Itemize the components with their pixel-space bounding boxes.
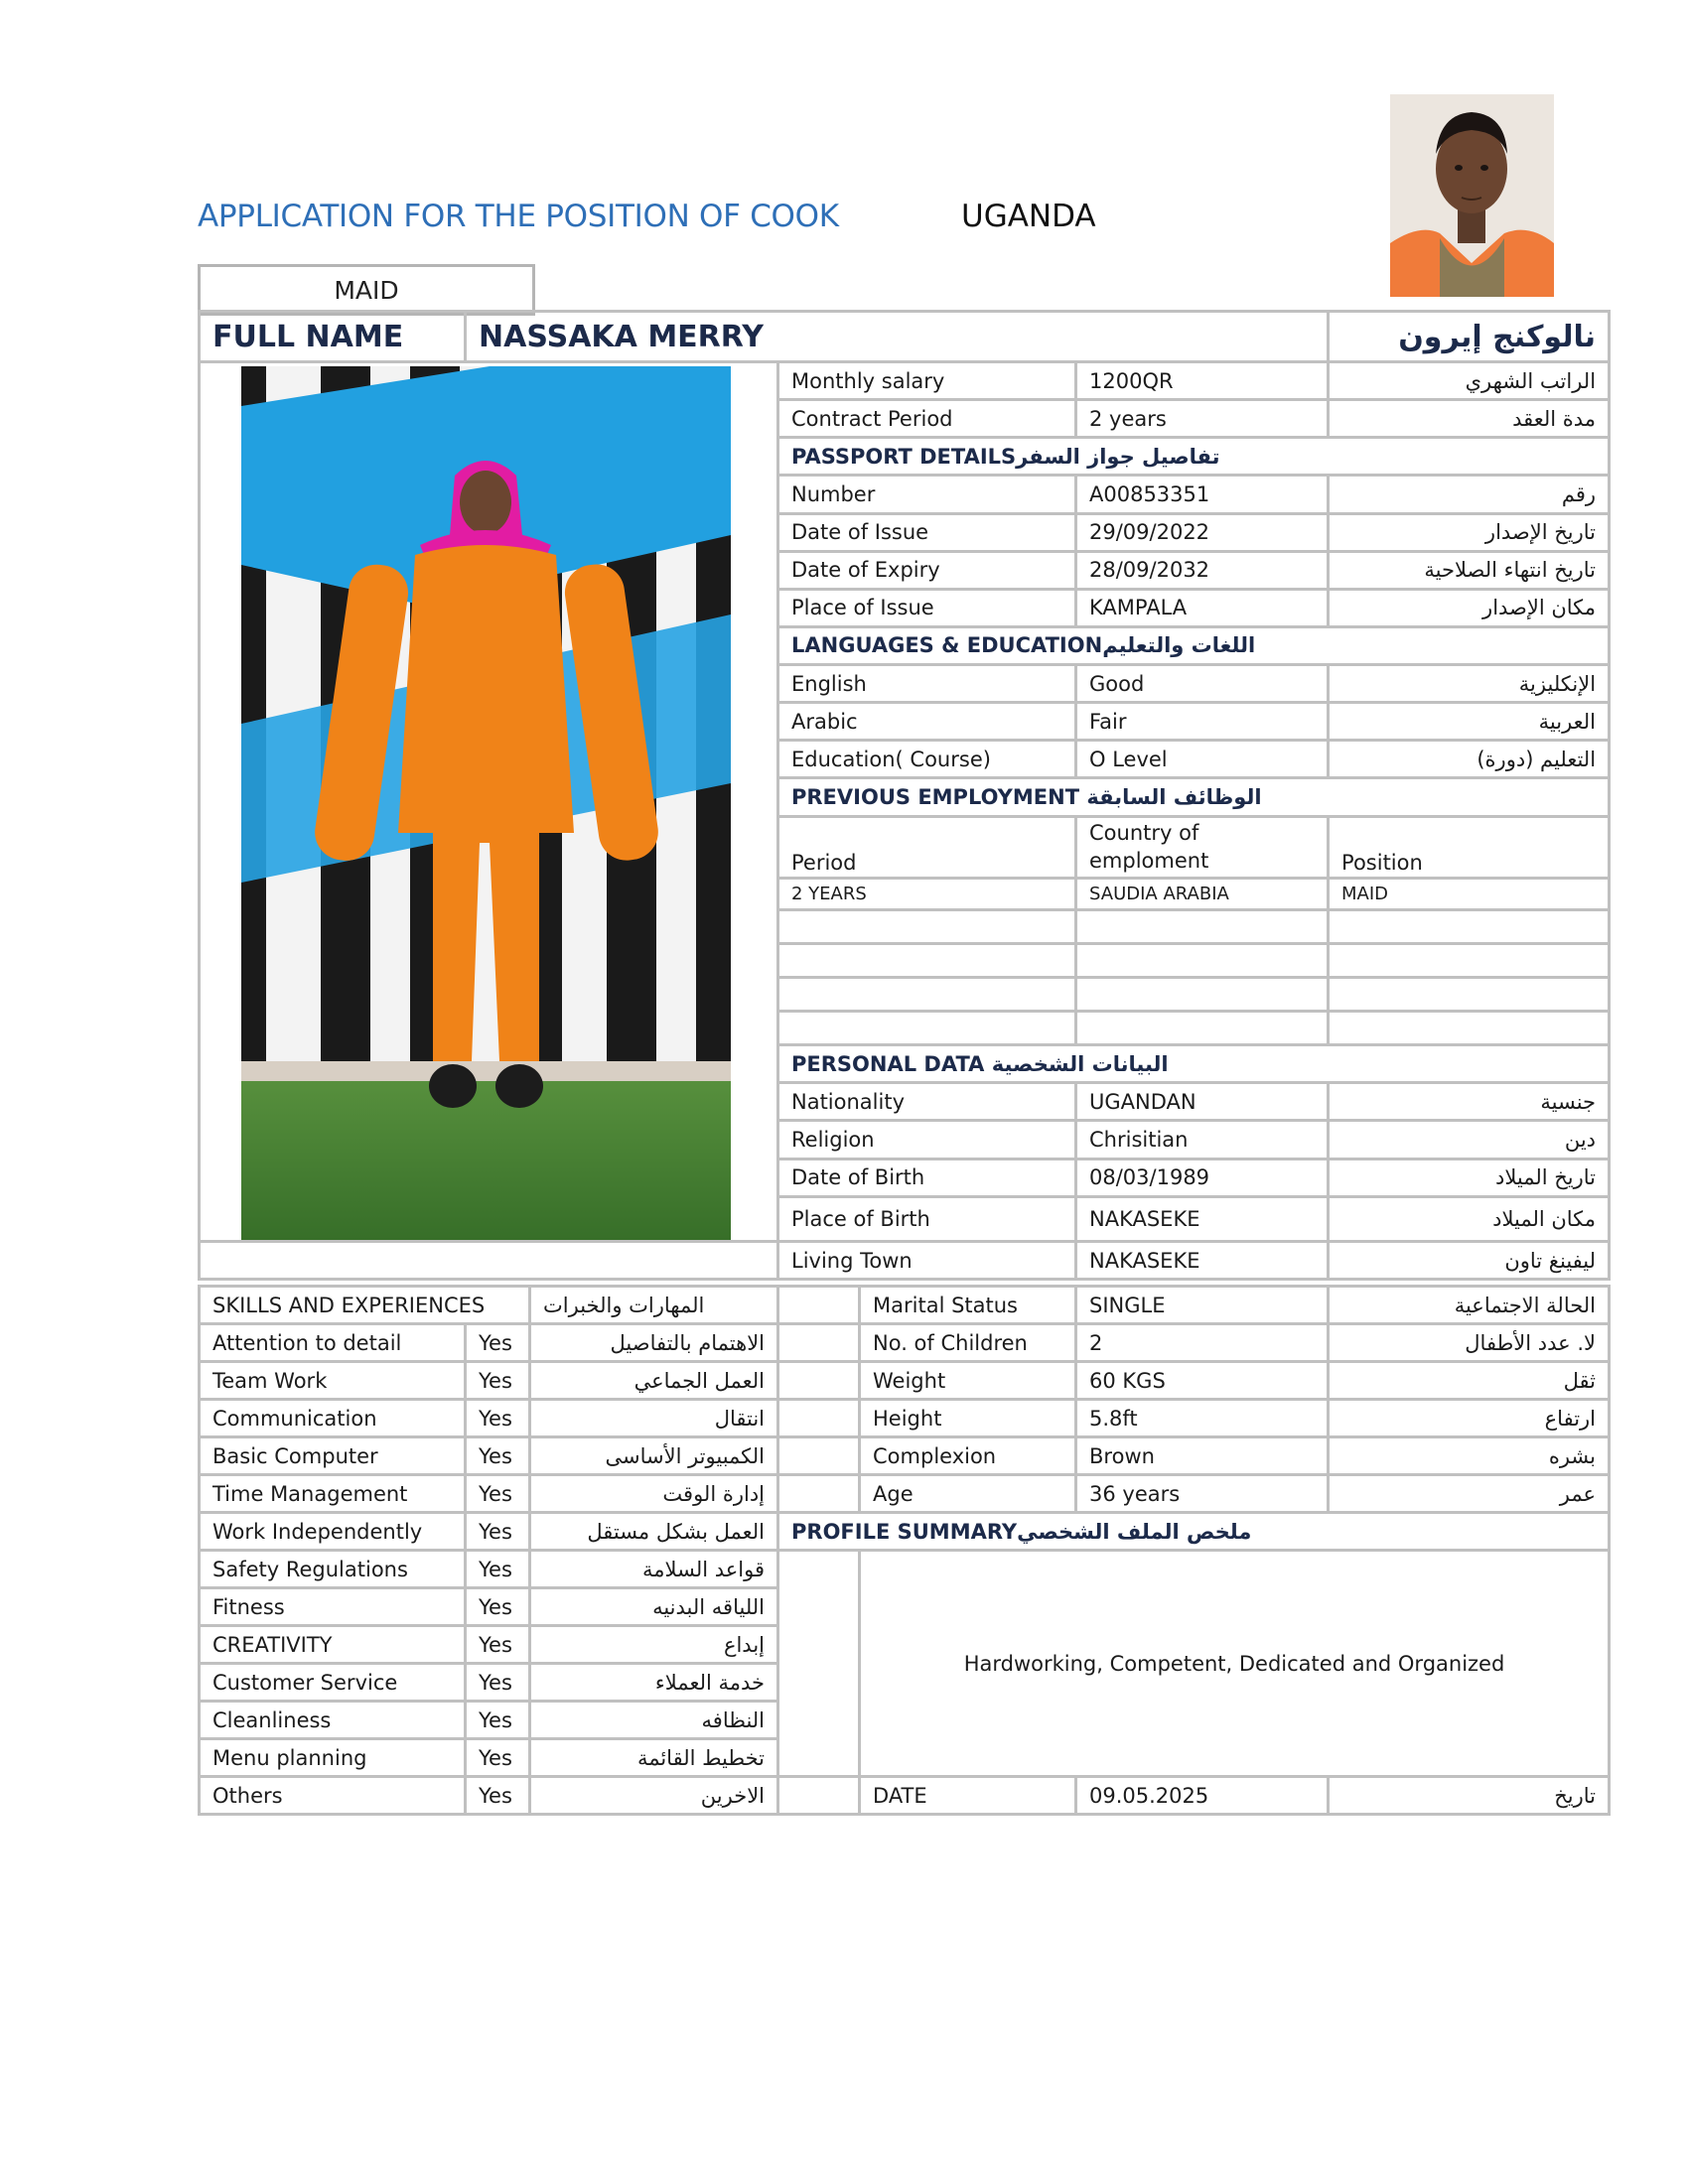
education-label: Education( Course) [778,741,1076,778]
profile-summary-text: Hardworking, Competent, Dedicated and Organized [860,1551,1610,1777]
skills-heading: SKILLS AND EXPERIENCES [200,1287,530,1324]
skill-value: Yes [466,1626,530,1664]
contract-period-label: Contract Period [778,400,1076,438]
living-town-arabic: ليفينغ تاون [1329,1242,1610,1280]
contract-period-value: 2 years [1076,400,1329,438]
place-of-issue-value: KAMPALA [1076,589,1329,626]
date-arabic: تاريخ [1329,1777,1610,1815]
date-of-issue-arabic: تاريخ الإصدار [1329,513,1610,551]
religion-label: Religion [778,1121,1076,1159]
skill-value: Yes [466,1739,530,1777]
date-of-expiry-value: 28/09/2032 [1076,551,1329,589]
education-value: O Level [1076,741,1329,778]
date-value: 09.05.2025 [1076,1777,1329,1815]
employment-heading: PREVIOUS EMPLOYMENT الوظائف السابقة [778,778,1610,816]
skill-arabic: العمل بشكل مستقل [530,1513,778,1551]
headshot-photo [1390,94,1554,297]
education-arabic: التعليم (دورة) [1329,741,1610,778]
date-of-expiry-arabic: تاريخ انتهاء الصلاحية [1329,551,1610,589]
skill-label: Communication [200,1400,466,1437]
age-label: Age [860,1475,1076,1513]
date-of-birth-arabic: تاريخ الميلاد [1329,1159,1610,1196]
age-arabic: عمر [1329,1475,1610,1513]
skill-arabic: إدارة الوقت [530,1475,778,1513]
spacer-cell [778,1287,860,1324]
height-label: Height [860,1400,1076,1437]
main-details-table [198,310,1611,1281]
employment-country-value: SAUDIA ARABIA [1076,878,1329,909]
spacer-cell [778,1400,860,1437]
skill-arabic: الكمبيوتر الأساسى [530,1437,778,1475]
employment-position-value: MAID [1329,878,1610,909]
skill-arabic: الاهتمام بالتفاصيل [530,1324,778,1362]
date-of-expiry-label: Date of Expiry [778,551,1076,589]
skill-value: Yes [466,1362,530,1400]
photo-cell [200,362,778,1242]
date-of-birth-label: Date of Birth [778,1159,1076,1196]
skill-value: Yes [466,1513,530,1551]
full-name-value: NASSAKA MERRY [466,312,1329,362]
skill-label: Team Work [200,1362,466,1400]
skill-label: Time Management [200,1475,466,1513]
age-value: 36 years [1076,1475,1329,1513]
skills-heading-arabic: المهارات والخبرات [530,1287,778,1324]
spacer-cell [778,1777,860,1815]
skill-value: Yes [466,1400,530,1437]
employment-col-position: Position [1329,816,1610,878]
place-of-issue-label: Place of Issue [778,589,1076,626]
nationality-arabic: جنسية [1329,1083,1610,1121]
living-town-label: Living Town [778,1242,1076,1280]
spacer-cell [778,1362,860,1400]
marital-status-arabic: الحالة الاجتماعية [1329,1287,1610,1324]
place-of-issue-arabic: مكان الإصدار [1329,589,1610,626]
marital-status-label: Marital Status [860,1287,1076,1324]
children-arabic: لا. عدد الأطفال [1329,1324,1610,1362]
skill-arabic: العمل الجماعي [530,1362,778,1400]
english-value: Good [1076,665,1329,703]
skill-label: Work Independently [200,1513,466,1551]
skill-arabic: قواعد السلامة [530,1551,778,1588]
employment-period-value: 2 YEARS [778,878,1076,909]
skill-label: Menu planning [200,1739,466,1777]
english-arabic: الإنكليزية [1329,665,1610,703]
skill-label: Cleanliness [200,1702,466,1739]
passport-number-value: A00853351 [1076,476,1329,513]
children-value: 2 [1076,1324,1329,1362]
passport-number-label: Number [778,476,1076,513]
skill-arabic: اللياقه البدنيه [530,1588,778,1626]
skill-value: Yes [466,1702,530,1739]
full-name-arabic: نالوكنج إيرون [1329,312,1610,362]
skill-value: Yes [466,1551,530,1588]
full-name-label: FULL NAME [200,312,466,362]
height-arabic: ارتفاع [1329,1400,1610,1437]
category-box: MAID [198,264,535,316]
spacer-cell [778,1551,860,1777]
contract-period-arabic: مدة العقد [1329,400,1610,438]
living-town-value: NAKASEKE [1076,1242,1329,1280]
date-label: DATE [860,1777,1076,1815]
monthly-salary-arabic: الراتب الشهري [1329,362,1610,400]
arabic-value: Fair [1076,703,1329,741]
passport-heading: PASSPORT DETAILSتفاصيل جواز السفر [778,438,1610,476]
nationality-label: Nationality [778,1083,1076,1121]
spacer-cell [778,1324,860,1362]
profile-summary-heading: PROFILE SUMMARYملخص الملف الشخصي [778,1513,1610,1551]
passport-number-arabic: رقم [1329,476,1610,513]
skill-label: CREATIVITY [200,1626,466,1664]
skill-arabic: انتقال [530,1400,778,1437]
skill-value: Yes [466,1324,530,1362]
date-of-birth-value: 08/03/1989 [1076,1159,1329,1196]
personal-heading: PERSONAL DATA البيانات الشخصية [778,1045,1610,1083]
date-of-issue-value: 29/09/2022 [1076,513,1329,551]
marital-status-value: SINGLE [1076,1287,1329,1324]
country-label: UGANDA [961,199,1096,234]
skill-value: Yes [466,1437,530,1475]
complexion-value: Brown [1076,1437,1329,1475]
spacer-cell [778,1475,860,1513]
spacer-cell [778,1437,860,1475]
complexion-arabic: بشره [1329,1437,1610,1475]
complexion-label: Complexion [860,1437,1076,1475]
languages-heading: LANGUAGES & EDUCATIONاللغات والتعليم [778,626,1610,664]
weight-value: 60 KGS [1076,1362,1329,1400]
weight-label: Weight [860,1362,1076,1400]
date-of-issue-label: Date of Issue [778,513,1076,551]
skill-label: Others [200,1777,466,1815]
skill-value: Yes [466,1475,530,1513]
height-value: 5.8ft [1076,1400,1329,1437]
skill-arabic: إبداع [530,1626,778,1664]
skill-label: Basic Computer [200,1437,466,1475]
children-label: No. of Children [860,1324,1076,1362]
arabic-arabic: العربية [1329,703,1610,741]
english-label: English [778,665,1076,703]
skill-arabic: النظافه [530,1702,778,1739]
arabic-label: Arabic [778,703,1076,741]
skill-value: Yes [466,1588,530,1626]
religion-value: Chrisitian [1076,1121,1329,1159]
employment-col-country: Country of emploment [1076,816,1329,878]
skill-value: Yes [466,1664,530,1702]
place-of-birth-label: Place of Birth [778,1196,1076,1241]
religion-arabic: دين [1329,1121,1610,1159]
application-title: APPLICATION FOR THE POSITION OF COOK [198,199,839,234]
place-of-birth-arabic: مكان الميلاد [1329,1196,1610,1241]
place-of-birth-value: NAKASEKE [1076,1196,1329,1241]
skill-value: Yes [466,1777,530,1815]
monthly-salary-label: Monthly salary [778,362,1076,400]
blank-cell [200,1242,778,1280]
full-body-photo [241,366,731,1240]
skill-arabic: تخطيط القائمة [530,1739,778,1777]
skill-label: Safety Regulations [200,1551,466,1588]
skill-label: Fitness [200,1588,466,1626]
nationality-value: UGANDAN [1076,1083,1329,1121]
weight-arabic: ثقل [1329,1362,1610,1400]
skills-profile-table [198,1285,1611,1816]
monthly-salary-value: 1200QR [1076,362,1329,400]
employment-col-period: Period [778,816,1076,878]
skill-label: Customer Service [200,1664,466,1702]
skill-label: Attention to detail [200,1324,466,1362]
skill-arabic: خدمة العملاء [530,1664,778,1702]
skill-arabic: الاخرين [530,1777,778,1815]
